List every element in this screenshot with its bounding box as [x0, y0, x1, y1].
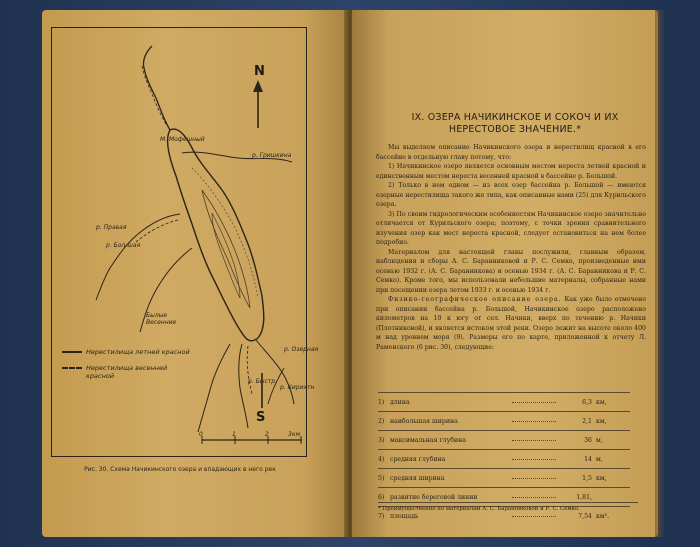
row-name: развитие береговой линии: [390, 493, 478, 501]
row-name: максимальная глубина: [390, 436, 466, 444]
row-name: площадь: [390, 512, 419, 520]
legend-label-spring: Нерестилища весенней красной: [86, 364, 168, 380]
label-pravaya: р. Правая: [96, 224, 127, 231]
paragraph-point-1: 1) Начикинское озеро является основным местом нереста летней красной и единственным местом нереста весенней красной в бассейне р. Большой.: [376, 163, 646, 180]
label-mogilny: М. Мофешный: [160, 136, 205, 143]
table-row: [378, 392, 630, 411]
row-num: 3): [378, 436, 385, 444]
row-unit: км,: [596, 398, 607, 406]
row-unit: м,: [596, 455, 603, 463]
label-kirkhina: р. Кирихтн: [280, 384, 315, 391]
river-bystraya: [239, 344, 248, 428]
row-unit: м,: [596, 436, 603, 444]
row-dots: [512, 401, 556, 403]
physgeo-text: Как уже было отмечено при описании бассейна р. Большой, Начикинское озеро расположено километров на 10 к югу от сел. Начики, вверх по течению р. Начики (Плотниковой), и является истоком этой реки. Озеро лежит на высоте около 400 м над уровнем моря (9). Размеры его по карте, приложенной к отчету Л. Раменского (6 рис. 30), следующие:: [376, 296, 646, 351]
row-num: 6): [378, 493, 385, 501]
row-dots: [512, 477, 556, 479]
page-edge: [655, 10, 665, 537]
body-text: [376, 143, 646, 352]
row-name: длина: [390, 398, 410, 406]
row-value: 1,5: [582, 474, 592, 482]
table-row: [378, 430, 630, 449]
legend-label-summer: Нерестилища летней красной: [86, 348, 190, 356]
depth-contour-1: [202, 190, 250, 308]
lake-map: [52, 28, 306, 456]
scale-label-3: 3км: [288, 431, 300, 438]
row-name: средняя ширина: [390, 474, 445, 482]
row-num: 1): [378, 398, 385, 406]
label-bolshaya-n: р. Бол-шая: [106, 242, 141, 249]
legend-item-summer: [62, 348, 192, 356]
label-byly-vesennie: Былые Весенние: [146, 312, 177, 326]
row-value: 6,3: [582, 398, 592, 406]
north-arrow-head: [253, 80, 263, 92]
scale-label-0: 0: [199, 431, 203, 438]
row-value: 14: [584, 455, 592, 463]
legend-item-spring: [62, 364, 192, 380]
row-dots: [512, 515, 556, 517]
footnote: * Преимущественно по материалам А. С. Баранниковой и Р. С. Семко.: [378, 502, 638, 513]
scale-label-2: 2: [265, 431, 269, 438]
paragraph-material: Материалом для настоящей главы послужили, главным образом, наблюдения и сборы А. С. Баранниковой и Р. С. Семко, произведенные ими осенью 1932 г. (А. С. Баранникова) и осенью 1934 г. (А. С. Баранникова и Р. С. Семко). Кроме того, мы использовали небольшие материалы, собранные нами при посещении озера летом 1933 г. и осенью 1934 г.: [376, 248, 646, 294]
row-dots: [512, 496, 556, 498]
label-grishkina: р. Гришкина: [252, 152, 292, 159]
row-dots: [512, 458, 556, 460]
row-value: 2,1: [582, 417, 592, 425]
river-south: [198, 344, 230, 432]
paragraph-point-3: 3) По своим гидрологическим особенностям Начикинское озеро значительно отличается от Курильского озера; поэтому, с точки зрения сравнительного изучения озер как мест нереста красной, следует остановиться на нем более подробно.: [376, 210, 646, 246]
row-value: 36: [584, 436, 592, 444]
label-ozernaya: р. Озерная: [284, 346, 319, 353]
chapter-heading: IX. ОЗЕРА НАЧИКИНСКОЕ И СОКОЧ И ИХ НЕРЕСТОВОЕ ЗНАЧЕНИЕ.*: [411, 112, 619, 135]
label-bystraya: р. Быстр.: [248, 378, 277, 385]
table-row: [378, 411, 630, 430]
legend-swatch-solid: [62, 351, 82, 353]
north-label: N: [254, 64, 265, 79]
river-nachika: [143, 46, 170, 130]
table-row: [378, 449, 630, 468]
scale-label-1: 1: [232, 431, 236, 438]
row-num: 7): [378, 512, 385, 520]
row-num: 2): [378, 417, 385, 425]
legend-swatch-dashed: [62, 367, 82, 369]
figure-caption: Рис. 30. Схема Начикинского озера и впадающих в него рек: [84, 466, 276, 473]
paragraph-point-2: 2) Только в нем одном — из всех озер бассейна р. Большой — имеются озерные нерестилища такого же типа, как описанные нами (25) для Курильского озера.: [376, 182, 646, 208]
physgeo-lead: Физико-географическое описание озера.: [388, 296, 562, 303]
map-legend: [62, 348, 192, 388]
paragraph-intro: Мы выделяем описание Начикинского озера и нерестилищ красной в его бассейне в отдельную главу потому, что:: [376, 144, 646, 161]
row-name: средняя глубина: [390, 455, 446, 463]
row-num: 5): [378, 474, 385, 482]
row-unit: км².: [596, 512, 610, 520]
map-frame: [51, 27, 319, 457]
row-name: наибольшая ширина: [390, 417, 458, 425]
row-unit: км,: [596, 417, 607, 425]
row-value: 1,81,: [576, 493, 592, 501]
row-unit: км,: [596, 474, 607, 482]
row-dots: [512, 439, 556, 441]
table-row: [378, 468, 630, 487]
row-num: 4): [378, 455, 385, 463]
paragraph-physgeo: [376, 295, 646, 352]
row-dots: [512, 420, 556, 422]
river-bystraya-dash: [247, 346, 252, 394]
row-value: 7,54: [578, 512, 592, 520]
south-label: S: [256, 410, 266, 425]
depth-contour-3: [192, 168, 258, 298]
